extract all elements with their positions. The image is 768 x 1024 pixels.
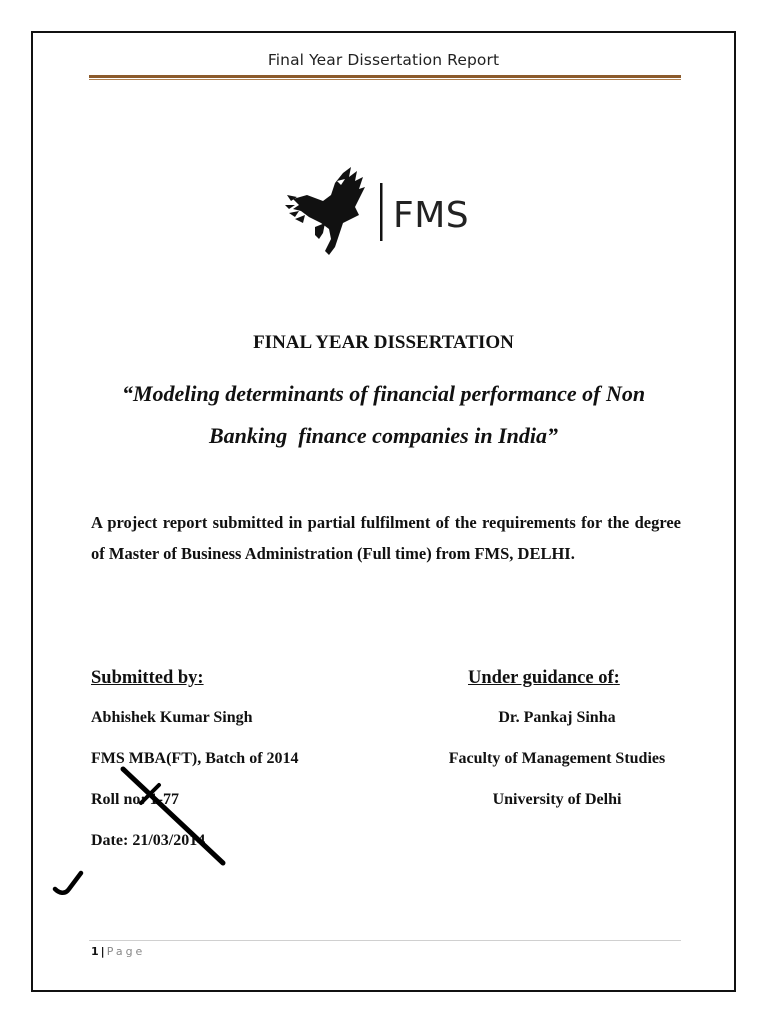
page-number: 1 (91, 945, 99, 958)
title-line-2: Banking finance companies in India” (208, 423, 558, 448)
guide-name: Dr. Pankaj Sinha (498, 709, 616, 726)
title-line-1: “Modeling determinants of financial performance of Non (121, 381, 646, 406)
tick-mark (55, 873, 81, 893)
submitted-by-section (91, 665, 411, 872)
header-rule (89, 75, 681, 78)
logo-text: FMS (393, 195, 470, 236)
student-program: FMS MBA(FT), Batch of 2014 (91, 750, 299, 767)
guide-university: University of Delhi (492, 791, 622, 808)
document-label: FINAL YEAR DISSERTATION (253, 332, 514, 353)
guidance-section (437, 665, 727, 831)
document-page (31, 31, 736, 992)
logo-divider (380, 183, 383, 241)
submitted-by-heading: Submitted by: (91, 668, 204, 688)
submission-date: Date: 21/03/2014 (91, 832, 206, 849)
eagle-icon (285, 167, 365, 255)
page-label: Page (106, 945, 146, 958)
student-roll: Roll no: 1-77 (91, 791, 179, 808)
guidance-heading: Under guidance of: (468, 668, 620, 688)
student-name: Abhishek Kumar Singh (91, 709, 253, 726)
submission-statement: A project report submitted in partial fulfilment of the requirements for the degree of Master of Business Administration (Full time) from FMS, DELHI. (91, 513, 681, 563)
footer-separator: | (100, 945, 105, 958)
header-rule-thin (89, 79, 681, 80)
fms-logo (285, 165, 475, 260)
dissertation-title (73, 373, 694, 457)
page-footer (91, 945, 145, 958)
guide-faculty: Faculty of Management Studies (448, 750, 666, 767)
running-header: Final Year Dissertation Report (267, 51, 500, 69)
footer-rule (89, 940, 681, 941)
